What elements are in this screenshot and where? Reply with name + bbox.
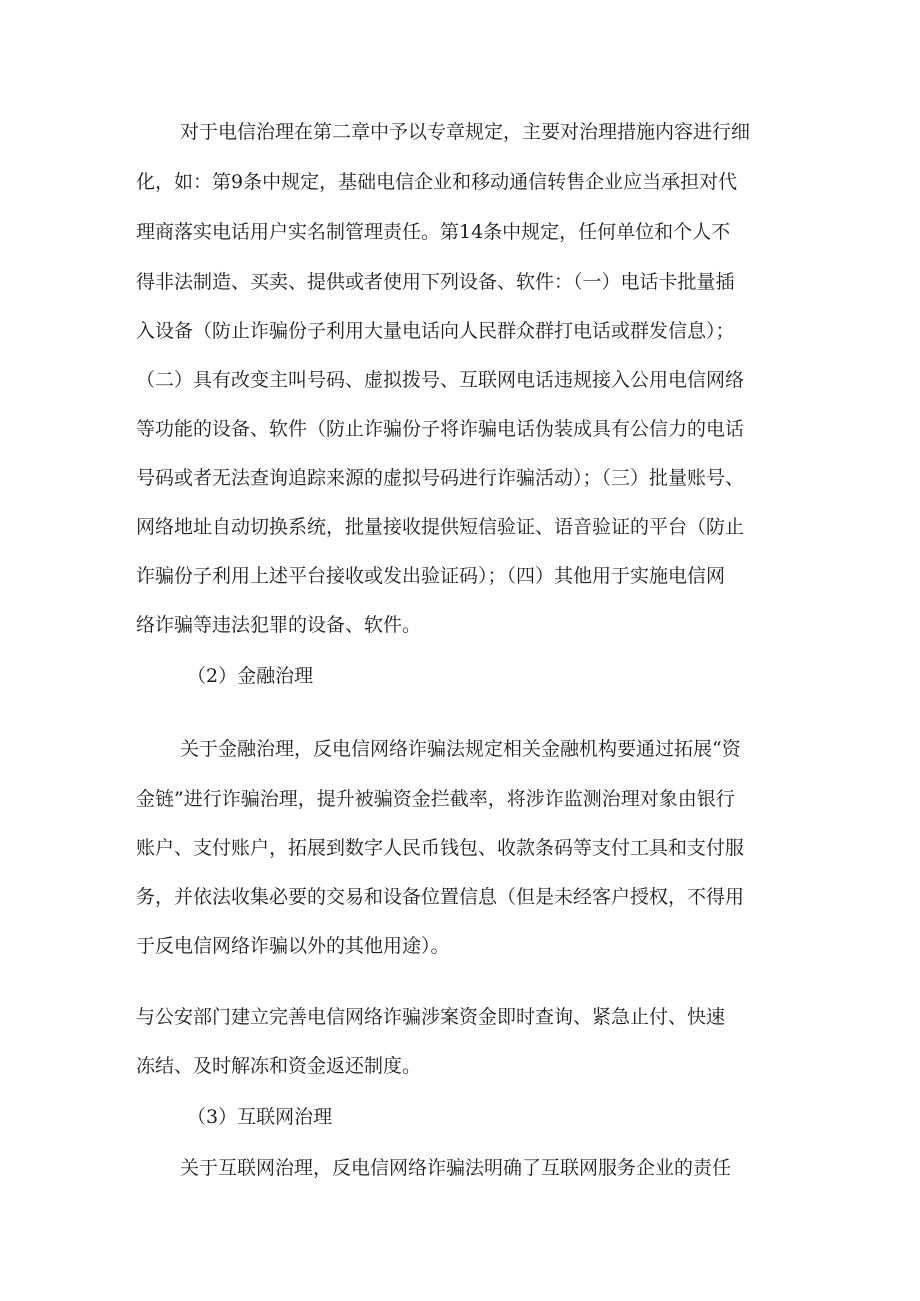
body-text-line: 得非法制造、买卖、提供或者使用下列设备、软件：（一）电话卡批量插 — [136, 271, 735, 293]
body-text-line: 等功能的设备、软件（防止诈骗份子将诈骗电话伪装成具有公信力的电话 — [136, 418, 745, 440]
body-text-line: 关于互联网治理，反电信网络诈骗法明确了互联网服务企业的责任 — [180, 1157, 732, 1179]
body-text-line: 于反电信网络诈骗以外的其他用途）。 — [136, 935, 450, 957]
body-text-line: 冻结、及时解冻和资金返还制度。 — [136, 1055, 422, 1077]
body-text-line: 化，如：第9条中规定，基础电信企业和移动通信转售企业应当承担对代 — [136, 171, 738, 193]
body-text-line: 入设备（防止诈骗份子利用大量电话向人民群众群打电话或群发信息）； — [136, 320, 735, 342]
body-text-line: （二）具有改变主叫号码、虚拟拨号、互联网电话违规接入公用电信网络 — [136, 369, 745, 391]
body-text-line: 络诈骗等违法犯罪的设备、软件。 — [136, 614, 422, 636]
body-text-line: 与公安部门建立完善电信网络诈骗涉案资金即时查询、紧急止付、快速 — [136, 1006, 726, 1028]
body-text-line: 网络地址自动切换系统，批量接收提供短信验证、语音验证的平台（防止 — [136, 516, 745, 538]
body-text-line: 关于金融治理，反电信网络诈骗法规定相关金融机构要通过拓展“资 — [180, 738, 741, 760]
body-text-line: 账户、支付账户，拓展到数字人民币钱包、收款条码等支付工具和支付服 — [136, 837, 745, 859]
section-heading: （2）金融治理 — [187, 665, 314, 687]
body-text-line: 诈骗份子利用上述平台接收或发出验证码）；（四）其他用于实施电信网 — [136, 565, 726, 587]
body-text-line: 金链”进行诈骗治理，提升被骗资金拦截率，将涉诈监测治理对象由银行 — [136, 788, 735, 810]
body-text-line: 务，并依法收集必要的交易和设备位置信息（但是未经客户授权，不得用 — [136, 886, 745, 908]
body-text-line: 号码或者无法查询追踪来源的虚拟号码进行诈骗活动）；（三）批量账号、 — [136, 467, 745, 489]
body-text-line: 理商落实电话用户实名制管理责任。第14条中规定，任何单位和个人不 — [136, 221, 731, 243]
section-heading: （3）互联网治理 — [187, 1106, 333, 1128]
body-text-line: 对于电信治理在第二章中予以专章规定，主要对治理措施内容进行细 — [180, 121, 751, 143]
